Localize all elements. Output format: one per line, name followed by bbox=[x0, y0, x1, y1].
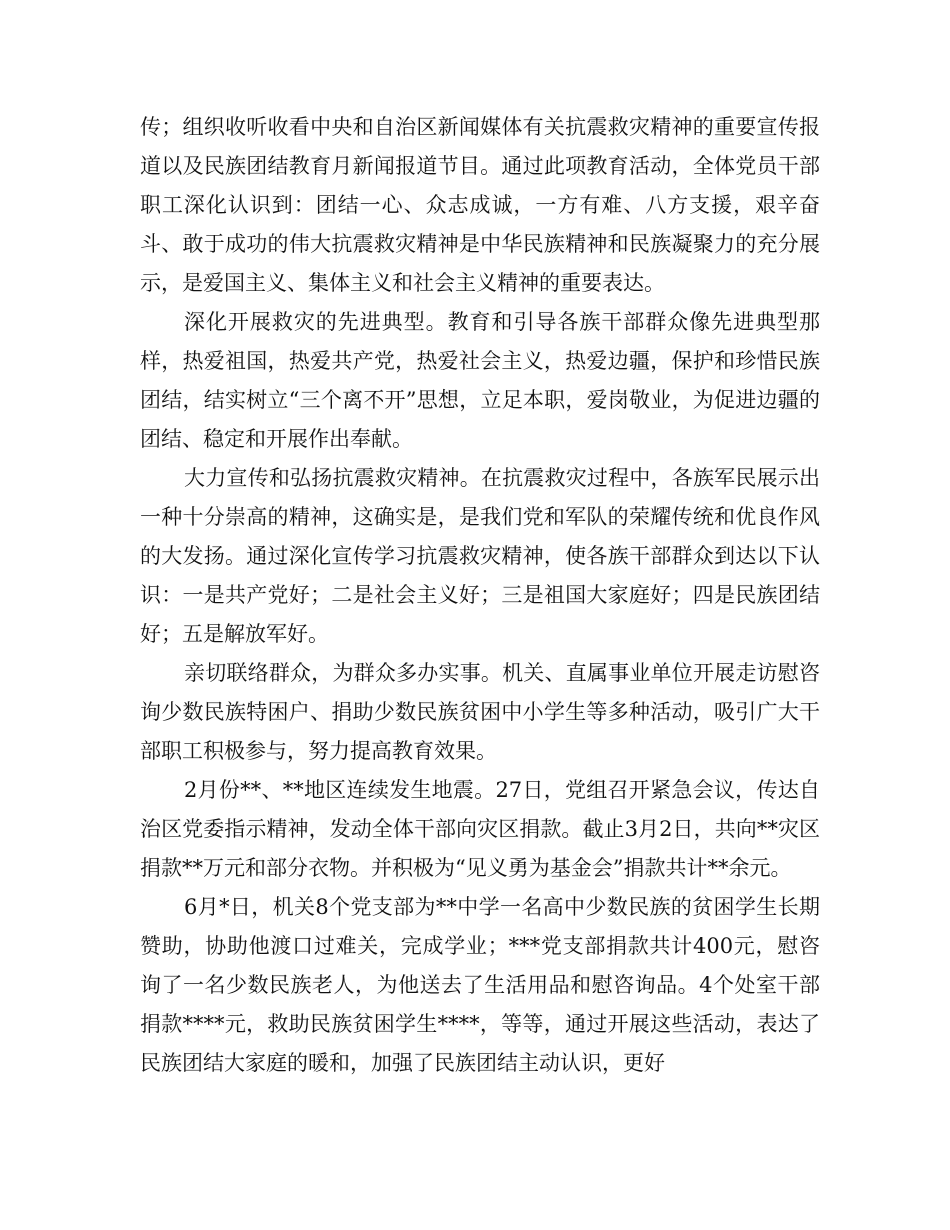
paragraph-2: 深化开展救灾的先进典型。教育和引导各族干部群众像先进典型那样，热爱祖国，热爱共产党，热爱社会主义，热爱边疆，保护和珍惜民族团结，结实树立“三个离不开”思想，立足本职，爱岗敬业，为促进边疆的团结、稳定和开展作出奉献。 bbox=[140, 310, 820, 451]
paragraph-3: 大力宣传和弘扬抗震救灾精神。在抗震救灾过程中，各族军民展示出一种十分崇高的精神，这确实是，是我们党和军队的荣耀传统和优良作风的大发扬。通过深化宣传学习抗震救灾精神，使各族干部群众到达以下认识：一是共产党好；二是社会主义好；三是祖国大家庭好；四是民族团结好；五是解放军好。 bbox=[140, 466, 820, 646]
document-body bbox=[140, 108, 820, 1083]
paragraph-1: 传；组织收听收看中央和自治区新闻媒体有关抗震救灾精神的重要宣传报道以及民族团结教育月新闻报道节目。通过此项教育活动，全体党员干部职工深化认识到：团结一心、众志成诚，一方有难、八方支援，艰辛奋斗、敢于成功的伟大抗震救灾精神是中华民族精神和民族凝聚力的充分展示，是爱国主义、集体主义和社会主义精神的重要表达。 bbox=[140, 115, 820, 295]
paragraph-5: 2月份**、**地区连续发生地震。27日，党组召开紧急会议，传达自治区党委指示精神，发动全体干部向灾区捐款。截止3月2日，共向**灾区捐款**万元和部分衣物。并积极为“见义勇为基金会”捐款共计**余元。 bbox=[140, 778, 820, 880]
paragraph-6: 6月*日，机关8个党支部为**中学一名高中少数民族的贫困学生长期赞助，协助他渡口过难关，完成学业；***党支部捐款共计400元，慰咨询了一名少数民族老人，为他送去了生活用品和慰咨询品。4个处室干部捐款****元，救助民族贫困学生****，等等，通过开展这些活动，表达了民族团结大家庭的暖和，加强了民族团结主动认识，更好 bbox=[140, 895, 820, 1075]
paragraph-4: 亲切联络群众，为群众多办实事。机关、直属事业单位开展走访慰咨询少数民族特困户、捐助少数民族贫困中小学生等多种活动，吸引广大干部职工积极参与，努力提高教育效果。 bbox=[140, 661, 820, 763]
